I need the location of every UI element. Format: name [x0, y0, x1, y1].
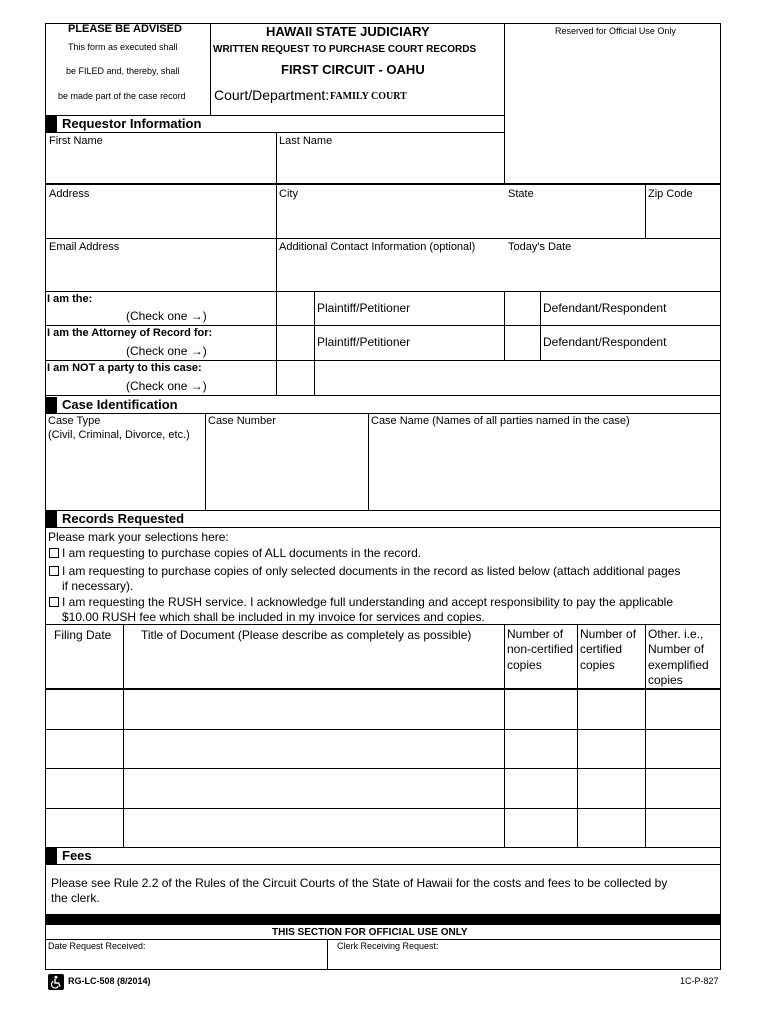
- fees-section-marker: [45, 848, 57, 864]
- header-divider-left: [210, 23, 211, 115]
- records-section-marker: [45, 511, 57, 527]
- col-cert-1: Number of: [580, 627, 637, 641]
- official-use-label: Reserved for Official Use Only: [555, 26, 676, 36]
- address-label: Address: [49, 188, 90, 200]
- row-line-325: [45, 325, 721, 326]
- fees-text-2: the clerk.: [51, 891, 100, 905]
- col-noncert-2: non-certified: [507, 642, 574, 656]
- row-line-291: [45, 291, 721, 292]
- option-rush-label-1: I am requesting the RUSH service. I acknowledge full understanding and accept responsibility to pay the applicable: [62, 595, 674, 609]
- case-number-label: Case Number: [208, 415, 276, 427]
- doc-table-bottom: [45, 847, 721, 848]
- clerk-label: Clerk Receiving Request:: [337, 941, 439, 951]
- attorney-label: I am the Attorney of Record for:: [47, 327, 213, 339]
- col-filing-date: Filing Date: [54, 628, 112, 642]
- cb-col-540: [540, 291, 541, 360]
- row-line-238: [45, 238, 721, 239]
- col-noncert-3: copies: [507, 658, 542, 672]
- doc-table-top: [45, 624, 721, 625]
- records-section-title: Records Requested: [62, 511, 185, 526]
- option-selected-checkbox[interactable]: [49, 566, 59, 576]
- requestor-section-marker: [45, 116, 57, 132]
- attorney-defendant-checkbox[interactable]: [505, 326, 540, 360]
- official-bottom: [45, 969, 721, 970]
- case-title-underline: [45, 413, 721, 414]
- email-label: Email Address: [49, 241, 120, 253]
- case-name-field[interactable]: [369, 429, 720, 509]
- i-am-plaintiff-checkbox[interactable]: [277, 292, 314, 325]
- date-received-label: Date Request Received:: [48, 941, 146, 951]
- additional-contact-label: Additional Contact Information (optional): [279, 241, 476, 253]
- city-label: City: [279, 188, 298, 200]
- requestor-title-underline: [45, 132, 505, 133]
- check-one-3: (Check one →): [126, 379, 207, 393]
- not-party-checkbox[interactable]: [277, 361, 314, 395]
- advisory-line-2: be FILED and, thereby, shall: [66, 66, 180, 76]
- records-right-edge: [720, 510, 721, 848]
- fees-left-edge: [45, 847, 46, 914]
- doc-row-1[interactable]: [46, 690, 720, 729]
- state-label: State: [508, 188, 534, 200]
- date-received-field[interactable]: [46, 953, 327, 969]
- case-type-field[interactable]: [46, 444, 205, 509]
- option-all-checkbox[interactable]: [49, 548, 59, 558]
- records-instructions: Please mark your selections here:: [48, 530, 229, 544]
- doc-row-3[interactable]: [46, 769, 720, 808]
- doc-row-2[interactable]: [46, 730, 720, 768]
- case-section-marker: [45, 397, 57, 413]
- clerk-field[interactable]: [328, 953, 720, 969]
- option-all-label: I am requesting to purchase copies of ALL documents in the record.: [62, 546, 422, 560]
- last-name-field[interactable]: [277, 148, 504, 183]
- check-one-2: (Check one →): [126, 344, 207, 358]
- case-right-edge: [720, 395, 721, 510]
- first-name-label: First Name: [49, 135, 103, 147]
- case-name-label: Case Name (Names of all parties named in the case): [371, 415, 630, 427]
- col-noncert-1: Number of: [507, 627, 564, 641]
- defendant-label-2: Defendant/Respondent: [543, 335, 667, 349]
- cb-col-314: [314, 291, 315, 395]
- dept-value: FAMILY COURT: [330, 91, 407, 102]
- i-am-defendant-checkbox[interactable]: [505, 292, 540, 325]
- option-selected-label-1: I am requesting to purchase copies of only selected documents in the record as listed below (attach additional pages: [62, 564, 681, 578]
- col-title: Title of Document (Please describe as completely as possible): [141, 628, 472, 642]
- form-title: WRITTEN REQUEST TO PURCHASE COURT RECORDS: [213, 44, 477, 55]
- option-selected-label-2: if necessary).: [62, 579, 134, 593]
- option-rush-checkbox[interactable]: [49, 597, 59, 607]
- accessibility-icon: [48, 974, 64, 990]
- col-cert-2: certified: [580, 642, 623, 656]
- col-other-3: exemplified: [648, 658, 709, 672]
- i-am-label: I am the:: [47, 293, 93, 305]
- plaintiff-label-1: Plaintiff/Petitioner: [317, 301, 411, 315]
- case-number-field[interactable]: [206, 429, 368, 509]
- plaintiff-label-2: Plaintiff/Petitioner: [317, 335, 411, 349]
- zip-field[interactable]: [646, 201, 720, 237]
- official-title-underline: [45, 939, 721, 940]
- additional-contact-field[interactable]: [277, 254, 504, 290]
- advisory-line-3: be made part of the case record: [58, 91, 186, 101]
- form-code: 1C-P-827: [680, 976, 719, 986]
- row-line-184: [45, 184, 721, 185]
- fees-text-1: Please see Rule 2.2 of the Rules of the Circuit Courts of the State of Hawaii for the costs and fees to be collected by: [51, 876, 668, 890]
- state-field[interactable]: [505, 201, 645, 237]
- email-field[interactable]: [46, 254, 276, 290]
- form-number: RG-LC-508 (8/2014): [68, 976, 151, 986]
- official-right-edge: [720, 925, 721, 970]
- col-cert-3: copies: [580, 658, 615, 672]
- address-field[interactable]: [46, 201, 276, 237]
- fees-right-edge: [720, 847, 721, 914]
- advisory-title: PLEASE BE ADVISED: [68, 23, 182, 35]
- defendant-label-1: Defendant/Respondent: [543, 301, 667, 315]
- circuit-name: FIRST CIRCUIT - OAHU: [281, 62, 425, 77]
- city-field[interactable]: [277, 201, 504, 237]
- col-other-4: copies: [648, 673, 683, 687]
- row-line-360: [45, 360, 721, 361]
- case-type-hint: (Civil, Criminal, Divorce, etc.): [48, 429, 190, 441]
- official-black-bar: [45, 914, 721, 925]
- court-name: HAWAII STATE JUDICIARY: [266, 24, 430, 39]
- requestor-section-title: Requestor Information: [62, 116, 202, 131]
- row-line-395: [45, 395, 721, 396]
- option-rush-label-2: $10.00 RUSH fee which shall be included in my invoice for services and copies.: [62, 610, 485, 624]
- todays-date-field[interactable]: [505, 254, 720, 290]
- last-name-label: Last Name: [279, 135, 333, 147]
- dept-label: Court/Department:: [214, 87, 330, 103]
- attorney-plaintiff-checkbox[interactable]: [277, 326, 314, 360]
- case-type-label: Case Type: [48, 415, 101, 427]
- col-other-1: Other. i.e.,: [648, 627, 704, 641]
- grid-right-edge: [720, 184, 721, 395]
- case-section-title: Case Identification: [62, 397, 178, 412]
- advisory-line-1: This form as executed shall: [68, 42, 178, 52]
- check-one-1: (Check one →): [126, 309, 207, 323]
- todays-date-label: Today's Date: [508, 241, 572, 253]
- not-party-label: I am NOT a party to this case:: [47, 362, 202, 374]
- records-title-underline: [45, 527, 721, 528]
- col-other-2: Number of: [648, 642, 705, 656]
- zip-label: Zip Code: [648, 188, 693, 200]
- first-name-field[interactable]: [46, 148, 276, 183]
- official-title: THIS SECTION FOR OFFICIAL USE ONLY: [272, 927, 468, 938]
- fees-title-underline: [45, 864, 721, 865]
- fees-section-title: Fees: [62, 848, 92, 863]
- header-divider-right: [504, 23, 505, 184]
- doc-row-4[interactable]: [46, 809, 720, 847]
